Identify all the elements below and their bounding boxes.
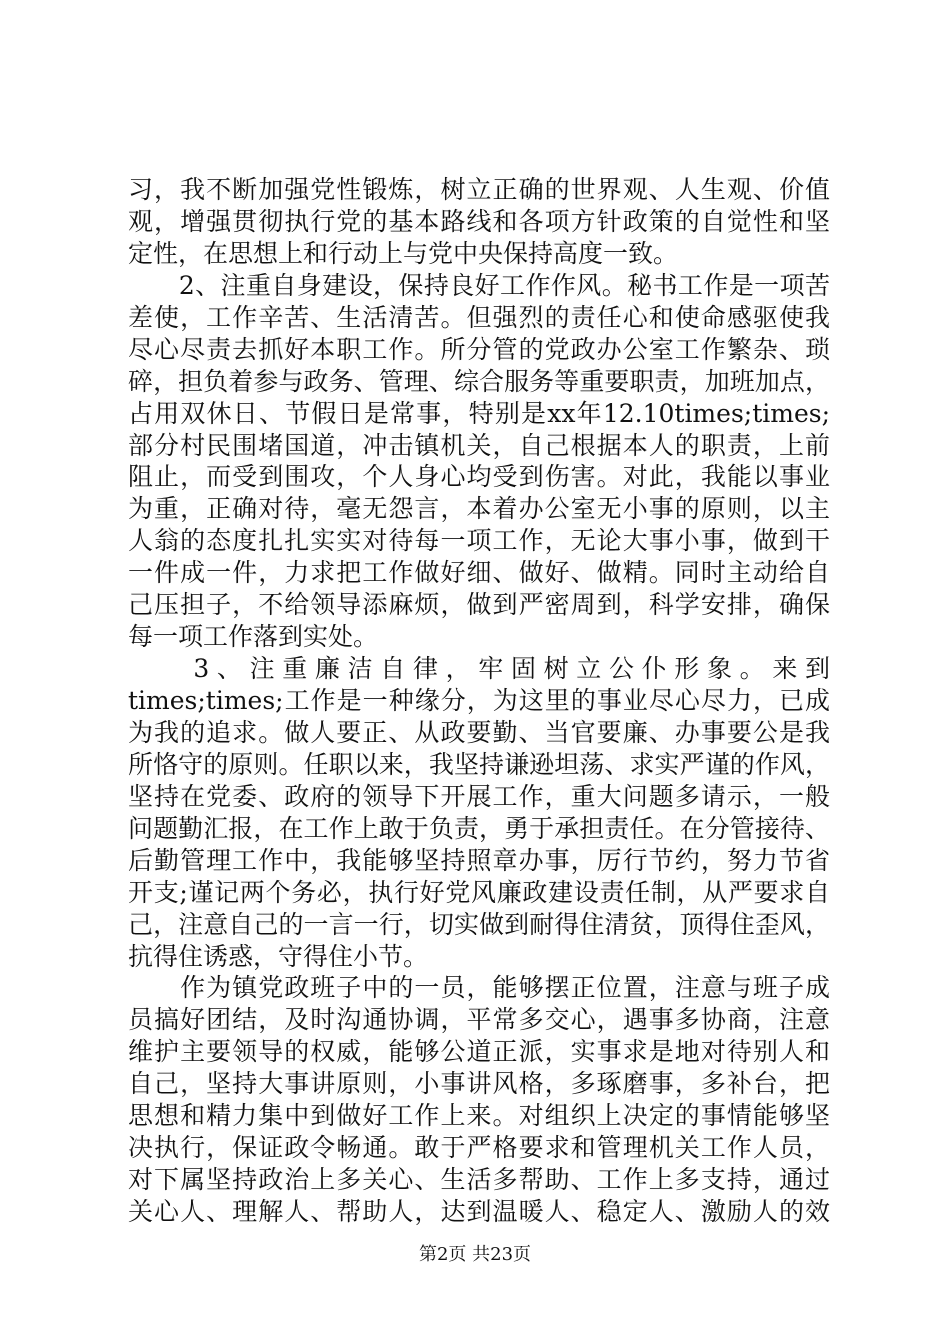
- text-line: 尽心尽责去抓好本职工作。所分管的党政办公室工作繁杂、琐: [128, 334, 830, 364]
- text-line: 自己，坚持大事讲原则，小事讲风格，多琢磨事，多补台，把: [128, 1069, 830, 1099]
- text-line: 观，增强贯彻执行党的基本路线和各项方针政策的自觉性和坚: [128, 206, 830, 236]
- page-footer: 第2页 共23页: [418, 1244, 532, 1265]
- text-line: times;times;工作是一种缘分，为这里的事业尽心尽力，已成: [128, 686, 830, 716]
- text-line: 己，注意自己的一言一行，切实做到耐得住清贫，顶得住歪风，: [128, 909, 830, 939]
- text-line: 每一项工作落到实处。: [128, 622, 379, 652]
- text-line: 一件成一件，力求把工作做好细、做好、做精。同时主动给自: [128, 558, 830, 588]
- text-line: 坚持在党委、政府的领导下开展工作，重大问题多请示，一般: [128, 781, 830, 811]
- text-line: 差使，工作辛苦、生活清苦。但强烈的责任心和使命感驱使我: [128, 302, 830, 332]
- text-line: 阻止，而受到围攻，个人身心均受到伤害。对此，我能以事业: [128, 462, 830, 492]
- text-line: 占用双休日、节假日是常事，特别是xx年12.10times;times;: [128, 398, 830, 428]
- text-line: 定性，在思想上和行动上与党中央保持高度一致。: [128, 238, 679, 268]
- text-line: 对下属坚持政治上多关心、生活多帮助、工作上多支持，通过: [128, 1165, 830, 1195]
- text-line: 2、注重自身建设，保持良好工作作风。秘书工作是一项苦: [128, 270, 830, 300]
- text-line: 习，我不断加强党性锻炼，树立正确的世界观、人生观、价值: [128, 175, 830, 204]
- text-line: 后勤管理工作中，我能够坚持照章办事，厉行节约，努力节省: [128, 845, 830, 875]
- text-line: 问题勤汇报，在工作上敢于负责，勇于承担责任。在分管接待、: [128, 813, 830, 843]
- text-line: 作为镇党政班子中的一员，能够摆正位置，注意与班子成: [128, 973, 830, 1003]
- text-line: 己压担子，不给领导添麻烦，做到严密周到，科学安排，确保: [128, 590, 830, 620]
- text-line: 为我的追求。做人要正、从政要勤、当官要廉、办事要公是我: [128, 717, 830, 747]
- text-line: 抗得住诱惑，守得住小节。: [128, 941, 429, 971]
- text-line: 决执行，保证政令畅通。敢于严格要求和管理机关工作人员，: [128, 1133, 830, 1163]
- text-line: 思想和精力集中到做好工作上来。对组织上决定的事情能够坚: [128, 1101, 830, 1131]
- text-line: 部分村民围堵国道，冲击镇机关，自己根据本人的职责，上前: [128, 430, 830, 460]
- text-line: 所恪守的原则。任职以来，我坚持谦逊坦荡、求实严谨的作风，: [128, 749, 830, 779]
- text-line: 开支;谨记两个务必，执行好党风廉政建设责任制，从严要求自: [128, 877, 830, 907]
- text-line: 3、注重廉洁自律，牢固树立公仆形象。来到: [128, 654, 830, 684]
- text-line: 维护主要领导的权威，能够公道正派，实事求是地对待别人和: [128, 1037, 830, 1067]
- text-line: 关心人、理解人、帮助人，达到温暖人、稳定人、激励人的效: [128, 1197, 830, 1227]
- text-line: 碎，担负着参与政务、管理、综合服务等重要职责，加班加点，: [128, 366, 830, 396]
- text-line: 员搞好团结，及时沟通协调，平常多交心，遇事多协商，注意: [128, 1005, 830, 1035]
- text-line: 人翁的态度扎扎实实对待每一项工作，无论大事小事，做到干: [128, 526, 830, 556]
- text-line: 为重，正确对待，毫无怨言，本着办公室无小事的原则，以主: [128, 494, 830, 524]
